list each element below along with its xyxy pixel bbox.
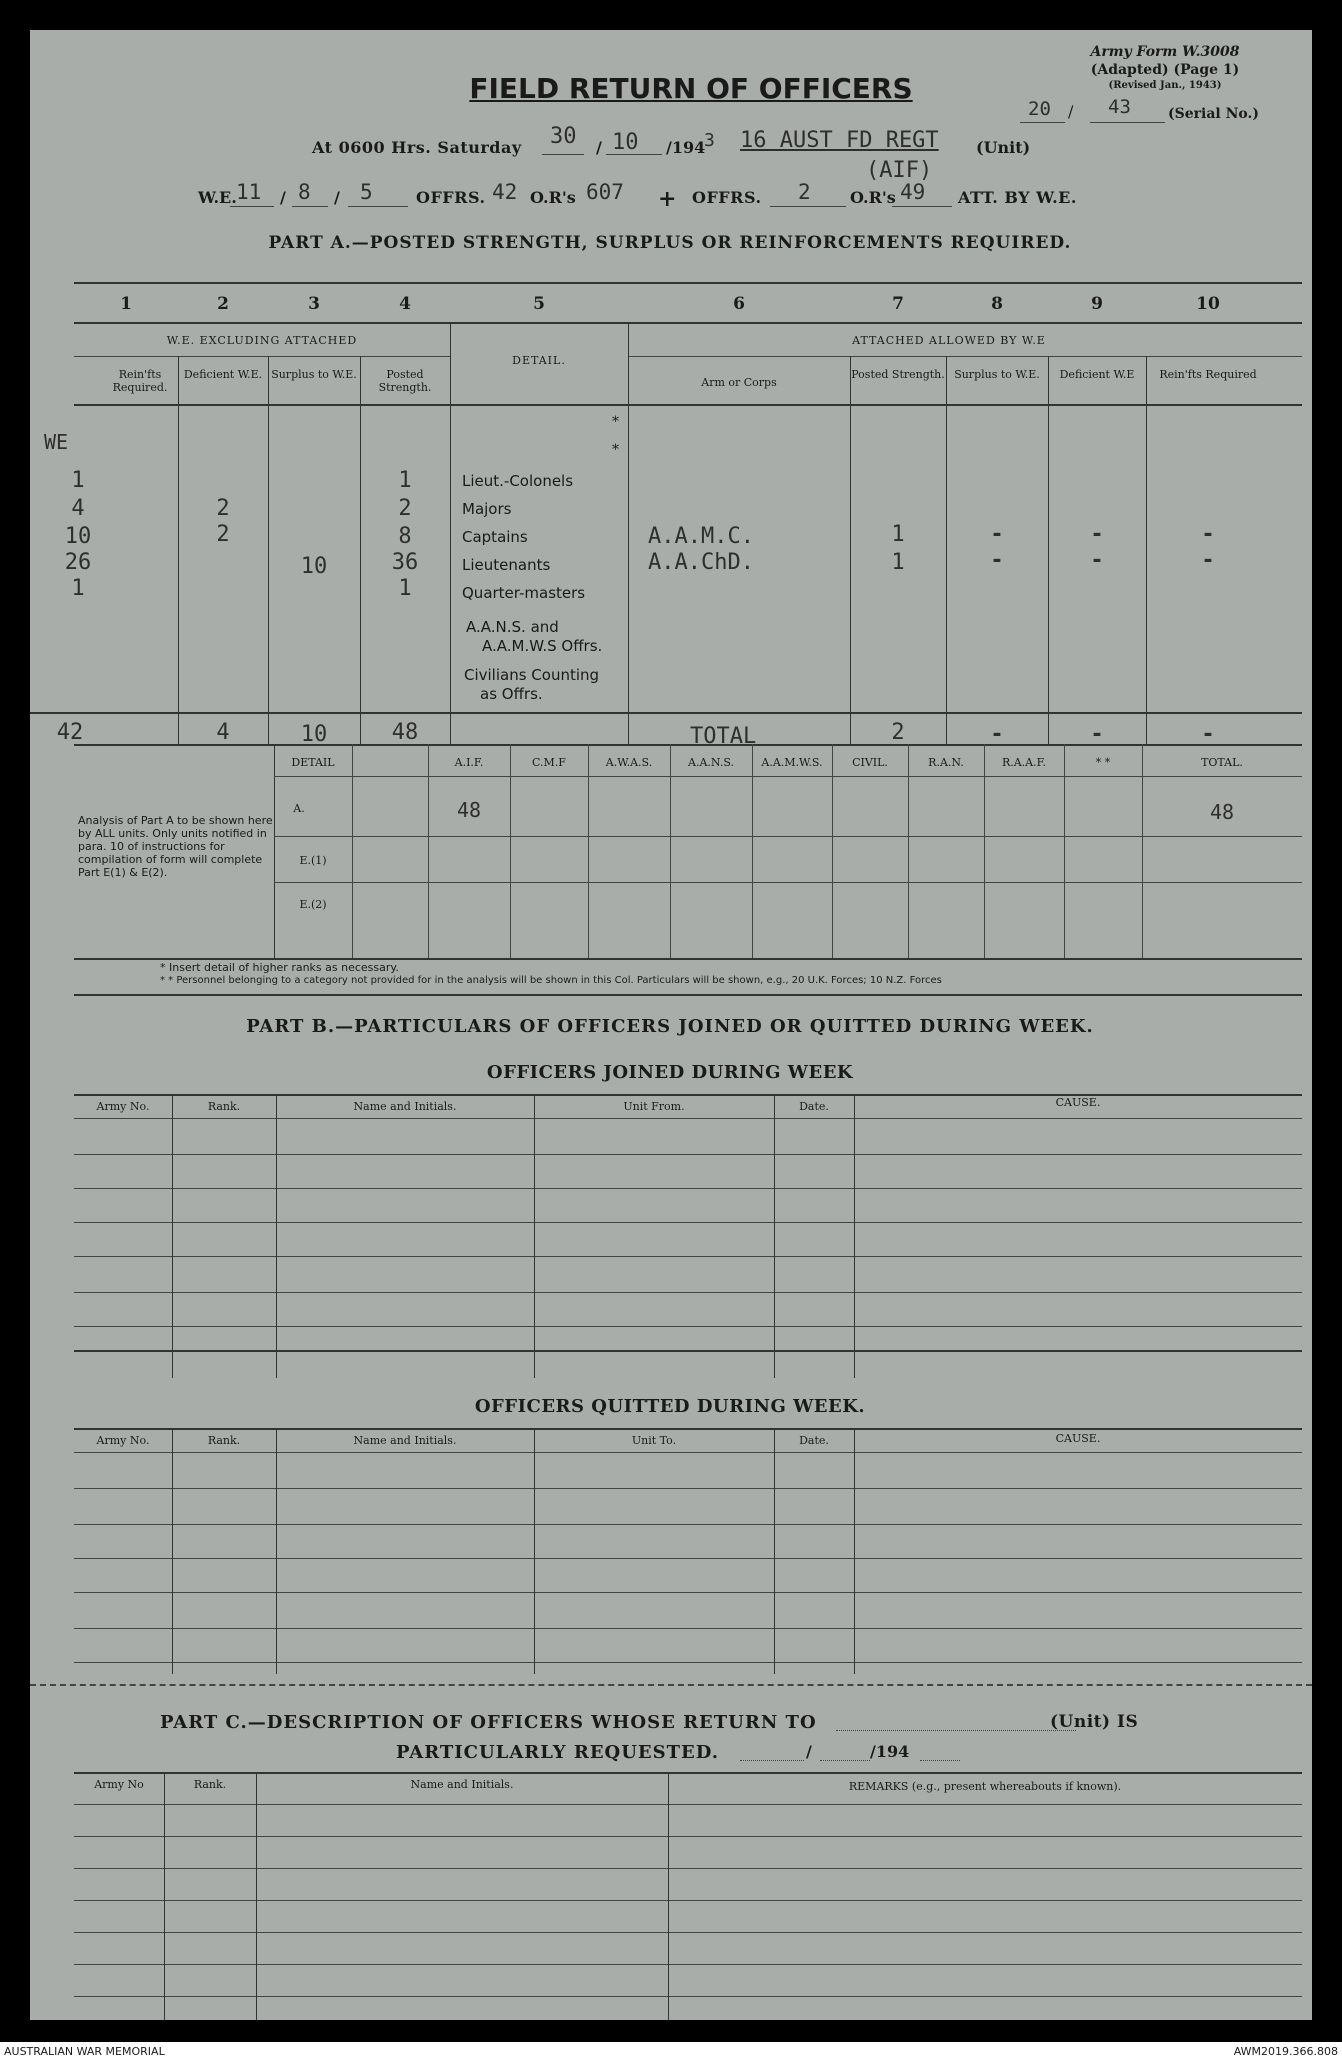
quitted-header-date: Date. [799,1434,829,1447]
quitted-header-cause: CAUSE. [1055,1432,1101,1445]
footer-archive-name: AUSTRALIAN WAR MEMORIAL [4,2045,165,2058]
analysis-header-ran: R.A.N. [928,756,964,769]
row-detail: Lieutenants [462,556,551,574]
row-att-reinfts: - [1201,548,1215,573]
row-posted: 1 [398,468,412,493]
part-c-header-army-no: Army No [94,1778,144,1791]
row-posted: 2 [398,496,412,521]
sub-header-att-surplus: Surplus to W.E. [954,368,1040,381]
detail-aans-line2: A.A.M.W.S Offrs. [482,637,603,655]
total-posted: 48 [391,720,419,745]
part-c-heading: PART C.—DESCRIPTION OF OFFICERS WHOSE RETURN TO [160,1712,817,1733]
analysis-header-raaf: R.A.A.F. [1001,756,1047,769]
footer-accession: AWM2019.366.808 [1233,2045,1338,2058]
sub-header-att-deficient: Deficient W.E [1059,368,1135,381]
part-c-header-rank: Rank. [193,1778,227,1791]
joined-header-date: Date. [799,1100,829,1113]
serial-number-b: 43 [1108,96,1131,118]
row-att-deficient: - [1090,548,1104,573]
sub-header-att-posted: Posted Strength. [851,368,945,381]
col-number-10: 10 [1196,294,1220,314]
analysis-header-total: TOTAL. [1201,756,1243,769]
row-we: 10 [64,524,92,549]
star-1: * [612,414,619,430]
row-posted: 8 [398,524,412,549]
col-number-1: 1 [120,294,132,314]
unit-value: 16 AUST FD REGT [740,128,939,153]
star-2: * [612,442,619,458]
total-deficient: 4 [216,720,230,745]
col-number-7: 7 [892,294,904,314]
archive-footer [0,2042,1342,2061]
analysis-note: Analysis of Part A to be shown here by ALL units. Only units notified in para. 10 of instructions for compilation of form will complete Part E(1) & E(2). [78,814,273,879]
unit-label: (Unit) [976,138,1031,157]
analysis-header-awas: A.W.A.S. [605,756,653,769]
part-c-year: /194 [870,1742,910,1761]
joined-header-name: Name and Initials. [353,1100,457,1113]
part-c-header-remarks: REMARKS (e.g., present whereabouts if known). [848,1780,1122,1793]
att-label: ATT. BY W.E. [958,188,1077,207]
row-arm: A.A.ChD. [648,550,754,575]
col-number-3: 3 [308,294,320,314]
offrs-value: 42 [492,180,518,204]
analysis-header-other: * * [1095,756,1111,769]
total-att-reinfts: - [1201,722,1215,747]
analysis-header-aamws: A.A.M.W.S. [761,756,823,769]
row-deficient: 2 [216,496,230,521]
total-att-posted: 2 [891,720,905,745]
offrs2-label: OFFRS. [692,188,762,207]
quitted-header-name: Name and Initials. [353,1434,457,1447]
detail-aans-line1: A.A.N.S. and [466,618,559,636]
form-code-revised: (Revised Jan., 1943) [1108,80,1222,91]
total-att-deficient: - [1090,722,1104,747]
joined-title: OFFICERS JOINED DURING WEEK [486,1062,854,1083]
row-detail: Quarter-masters [462,584,586,602]
row-surplus: 10 [300,554,328,579]
total-att-surplus: - [990,722,1004,747]
ors-value: 607 [586,180,624,204]
row-att-surplus: - [990,522,1004,547]
unit-sub: (AIF) [866,158,933,183]
sub-header-reinfts: Rein'fts Required. [112,368,168,394]
analysis-row-a: A. [293,802,305,815]
col-number-6: 6 [733,294,745,314]
row-att-posted: 1 [891,550,905,575]
plus-sign: + [658,186,677,212]
attached-header: ATTACHED ALLOWED BY W.E [852,334,1046,347]
total-surplus: 10 [300,722,328,747]
we-mark: WE [44,430,69,454]
analysis-header-aans: A.A.N.S. [688,756,734,769]
form-sheet: Army Form W.3008 (Adapted) (Page 1) (Revised Jan., 1943) 20 / 43 (Serial No.) FIELD RETURN OF OFFICERS At 0600 Hrs. Saturday 30 / 10 /194 3 16 AUST FD REGT (Unit) (AIF) W.E. 11 / 8 / 5 OFFRS. 42 O.R's 607 + OFFRS. 2 O.R's 49 ATT. BY W.E. PART A.—POSTED STRENGTH, SURPLUS OR REINFORCEMENTS REQUIRED. 1 2 3 4 5 6 7 8 9 10 W.E. EXCLUDING ATTACHED DETAIL. ATTACHED ALLOWED BY W.E Rein'fts Required. Deficient W.E. Surplus to W.E. Posted Strength. Arm or Corps Posted Strength. Surplus to W.E. Deficient W.E Rein'fts Required WE * * 1 1 Lieut.-Colonels 4 2 2 Majors 10 2 8 Captains A.A.M.C. 1 - - - 26 10 36 Lieutenants A.A.ChD. 1 - - - 1 1 Quarter-masters A.A.N.S. and A.A.M.W.S Offrs. Civilians Counting as Offrs. 42 4 10 48 TOTAL 2 - - - Analysis of Part A to be shown here by ALL units. Only units notified in para. 10 of instructions for compilation of form will complete Part E(1) & E(2). DETAIL A.I.F. C.M.F A.W.A.S. A.A.N.S. A.A.M.W.S. CIVIL. R.A.N. R.A.A.F. * * TOTAL. A. E.(1) E.(2) 48 48 * Insert detail of higher ranks as necessary. * * Personnel belonging to a category not provided for in the analysis will be shown in this Col. Particulars will be shown, e.g., 20 U.K. Forces; 10 N.Z. Forces PART B.—PARTICULARS OF OFFICERS JOINED OR QUITTED DURING WEEK. OFFICERS JOINED DURING WEEK Army No. Rank. Name and Initials. Unit From. Date. CAUSE. OFFICERS QUITTED DURING WEEK. Army No. Rank. Name and Initials. Unit To. Date. CAUSE. PART C.—DESCRIPTION OF OFFICERS WHOSE RETURN TO (Unit) IS PARTICULARLY REQUESTED. / /194 Army No Rank. Name and Initials. REMARKS (e.g., present whereabouts if known). [30,30,1312,2020]
ors2-label: O.R's [850,188,896,207]
detail-civilians-line1: Civilians Counting [464,666,600,684]
row-we: 1 [71,468,85,493]
detail-header: DETAIL. [512,354,566,367]
quitted-header-army-no: Army No. [96,1434,150,1447]
detail-civilians-line2: as Offrs. [480,685,543,703]
analysis-header-civil: CIVIL. [852,756,888,769]
part-c-heading2: PARTICULARLY REQUESTED. [396,1742,719,1763]
we-value-1: 11 [236,180,262,204]
row-att-posted: 1 [891,522,905,547]
sub-header-posted: Posted Strength. [378,368,432,394]
part-a-heading: PART A.—POSTED STRENGTH, SURPLUS OR REINFORCEMENTS REQUIRED. [268,233,1072,253]
analysis-header-detail: DETAIL [291,756,335,769]
serial-label: (Serial No.) [1168,106,1259,122]
total-label: TOTAL [690,724,757,749]
serial-number-a: 20 [1028,98,1051,120]
row-arm: A.A.M.C. [648,524,754,549]
row-att-deficient: - [1090,522,1104,547]
joined-header-rank: Rank. [207,1100,241,1113]
we-excluding-header: W.E. EXCLUDING ATTACHED [166,334,358,347]
row-we: 26 [64,550,92,575]
year-digit: 3 [704,130,715,151]
joined-header-army-no: Army No. [96,1100,150,1113]
total-we: 42 [56,720,84,745]
sub-header-deficient: Deficient W.E. [183,368,263,381]
row-att-surplus: - [990,548,1004,573]
form-code: Army Form W.3008 [1090,44,1240,60]
we-value-3: 5 [360,180,373,204]
sub-header-surplus: Surplus to W.E. [271,368,357,381]
year-prefix: /194 [666,138,706,157]
ors2-value: 49 [900,180,926,204]
offrs-label: OFFRS. [416,188,486,207]
analysis-row-e1: E.(1) [299,854,327,867]
col-number-2: 2 [217,294,229,314]
joined-header-cause: CAUSE. [1055,1096,1101,1109]
month-value: 10 [612,130,639,155]
analysis-row-e2: E.(2) [299,898,327,911]
form-code-adapted: (Adapted) (Page 1) [1090,62,1240,78]
part-c-header-name: Name and Initials. [410,1778,514,1791]
analysis-aif-value: 48 [456,798,482,822]
row-we: 1 [71,576,85,601]
analysis-header-cmf: C.M.F [532,756,566,769]
row-detail: Majors [462,500,512,518]
part-c-unit-is: (Unit) IS [1050,1712,1139,1732]
row-detail: Lieut.-Colonels [462,472,574,490]
col-number-8: 8 [991,294,1003,314]
form-title: FIELD RETURN OF OFFICERS [469,72,913,105]
tear-line [30,1684,1312,1686]
row-posted: 36 [391,550,419,575]
row-deficient: 2 [216,522,230,547]
row-detail: Captains [462,528,528,546]
ors-label: O.R's [530,188,576,207]
footnote-2: * * Personnel belonging to a category not provided for in the analysis will be shown in this Col. Particulars will be shown, e.g., 20 U.K. Forces; 10 N.Z. Forces [160,975,942,986]
quitted-header-rank: Rank. [207,1434,241,1447]
quitted-title: OFFICERS QUITTED DURING WEEK. [474,1396,866,1417]
col-number-4: 4 [399,294,411,314]
at-label: At 0600 Hrs. Saturday [312,138,522,157]
analysis-header-aif: A.I.F. [454,756,484,769]
offrs2-value: 2 [798,180,811,204]
quitted-header-unit-to: Unit To. [631,1434,677,1447]
footnote-1: * Insert detail of higher ranks as necessary. [160,961,399,974]
part-b-heading: PART B.—PARTICULARS OF OFFICERS JOINED OR QUITTED DURING WEEK. [246,1016,1094,1037]
sub-header-arm: Arm or Corps [701,376,777,389]
sub-header-att-reinfts: Rein'fts Required [1159,368,1257,381]
analysis-total-value: 48 [1209,800,1235,824]
row-att-reinfts: - [1201,522,1215,547]
we-label: W.E. [198,188,237,207]
row-we: 4 [71,496,85,521]
row-posted: 1 [398,576,412,601]
joined-header-unit-from: Unit From. [623,1100,685,1113]
day-value: 30 [550,124,577,149]
we-value-2: 8 [298,180,311,204]
col-number-5: 5 [533,294,545,314]
col-number-9: 9 [1091,294,1103,314]
